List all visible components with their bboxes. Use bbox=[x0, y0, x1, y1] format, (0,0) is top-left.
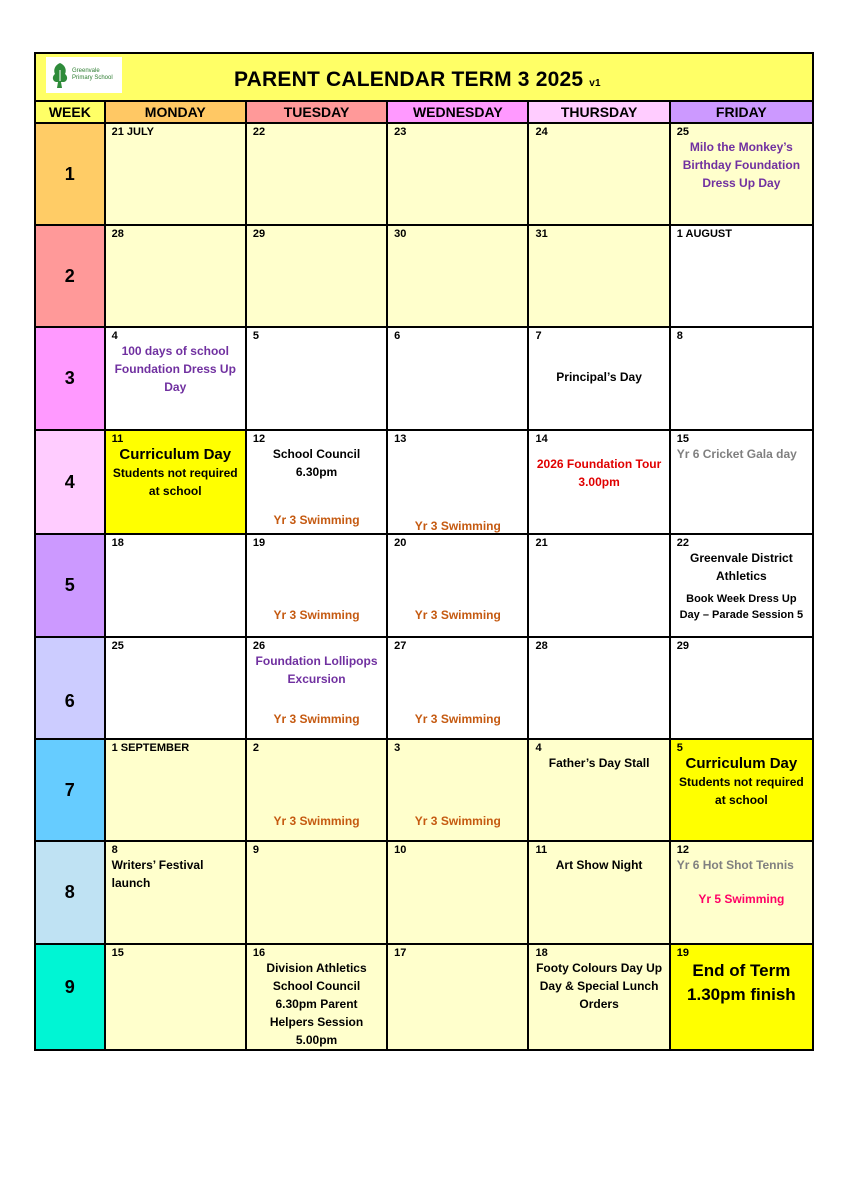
day-cell bbox=[388, 740, 529, 840]
day-cell bbox=[388, 431, 529, 533]
day-cell bbox=[529, 328, 670, 429]
date-label: 28 bbox=[535, 640, 548, 652]
date-label: 22 bbox=[252, 126, 266, 138]
event-text: Art Show Night bbox=[555, 858, 643, 872]
day-cell bbox=[671, 842, 812, 943]
day-cell bbox=[671, 638, 812, 738]
event-text: 2026 Foundation Tour 3.00pm bbox=[536, 457, 662, 489]
date-label: 18 bbox=[111, 537, 124, 549]
date-label: 31 bbox=[535, 228, 548, 240]
week-row-4 bbox=[36, 431, 812, 535]
date-label: 4 bbox=[111, 330, 118, 342]
week-row-2 bbox=[36, 226, 812, 328]
day-cell bbox=[106, 431, 247, 533]
day-cell bbox=[529, 124, 670, 224]
day-cell bbox=[247, 431, 388, 533]
day-cell bbox=[106, 535, 247, 636]
day-cell bbox=[671, 535, 812, 636]
title-row bbox=[36, 54, 812, 102]
header-friday: FRIDAY bbox=[671, 102, 812, 122]
day-cell bbox=[388, 638, 529, 738]
header-thursday: THURSDAY bbox=[529, 102, 670, 122]
date-label: 12 bbox=[252, 433, 266, 445]
date-label: 7 bbox=[535, 330, 542, 342]
day-cell bbox=[106, 842, 247, 943]
date-label: 16 bbox=[252, 947, 266, 959]
date-label: 2 bbox=[252, 742, 260, 754]
event-text: Yr 3 Swimming bbox=[414, 608, 501, 622]
date-label: 23 bbox=[394, 126, 407, 138]
event-text: Yr 3 Swimming bbox=[273, 608, 360, 622]
day-cell bbox=[529, 226, 670, 326]
week-row-1 bbox=[36, 124, 812, 226]
date-label: 20 bbox=[394, 537, 407, 549]
date-label: 5 bbox=[252, 330, 260, 342]
header-wednesday: WEDNESDAY bbox=[388, 102, 529, 122]
day-cell bbox=[671, 945, 812, 1049]
day-cell bbox=[671, 740, 812, 840]
header-tuesday: TUESDAY bbox=[247, 102, 388, 122]
event-text: 100 days of school Foundation Dress Up Day bbox=[114, 344, 236, 394]
day-cell bbox=[671, 226, 812, 326]
event-title: Curriculum Day bbox=[685, 755, 798, 772]
week-row-6 bbox=[36, 638, 812, 740]
date-label: 5 bbox=[676, 742, 683, 754]
week-row-3 bbox=[36, 328, 812, 431]
event-text: Yr 3 Swimming bbox=[414, 712, 501, 726]
event-text: Yr 3 Swimming bbox=[273, 712, 360, 726]
event-title: End of Term 1.30pm finish bbox=[687, 961, 796, 1004]
event-text: Yr 3 Swimming bbox=[414, 814, 501, 828]
event-text: Yr 6 Hot Shot Tennis bbox=[676, 858, 794, 872]
event-text: Division Athletics School Council 6.30pm Parent Helpers Session 5.00pm bbox=[266, 961, 367, 1047]
logo-text: Greenvale Primary School bbox=[72, 68, 113, 81]
date-label: 25 bbox=[676, 126, 689, 138]
day-cell bbox=[247, 124, 388, 224]
event-text: Students not required at school bbox=[112, 466, 238, 498]
date-label: 13 bbox=[394, 433, 407, 445]
day-cell bbox=[106, 226, 247, 326]
date-label: 18 bbox=[535, 947, 548, 959]
day-cell bbox=[671, 124, 812, 224]
version-label: v1 bbox=[589, 78, 601, 89]
day-cell bbox=[388, 124, 529, 224]
event-title: Curriculum Day bbox=[119, 446, 232, 463]
event-text: Footy Colours Day Up Day & Special Lunch Orders bbox=[536, 961, 663, 1011]
date-label: 28 bbox=[111, 228, 124, 240]
date-label: 1 SEPTEMBER bbox=[111, 742, 190, 754]
date-label: 8 bbox=[111, 844, 118, 856]
week-row-8 bbox=[36, 842, 812, 945]
header-week: WEEK bbox=[36, 102, 106, 122]
date-label: 21 JULY bbox=[111, 126, 155, 138]
date-label: 10 bbox=[394, 844, 407, 856]
page-title: PARENT CALENDAR TERM 3 2025 v1 bbox=[234, 68, 601, 91]
header-row bbox=[36, 102, 812, 124]
week-number: 6 bbox=[36, 638, 106, 738]
week-number: 2 bbox=[36, 226, 106, 326]
event-text: Yr 5 Swimming bbox=[698, 892, 785, 906]
day-cell bbox=[388, 945, 529, 1049]
date-label: 6 bbox=[394, 330, 401, 342]
event-text: Milo the Monkey’s Birthday Foundation Dress Up Day bbox=[682, 140, 801, 190]
date-label: 11 bbox=[535, 844, 548, 856]
event-text: Yr 3 Swimming bbox=[414, 519, 501, 533]
tree-logo-icon bbox=[49, 61, 71, 89]
day-cell bbox=[529, 842, 670, 943]
day-cell bbox=[247, 638, 388, 738]
date-label: 14 bbox=[535, 433, 548, 445]
day-cell bbox=[247, 328, 388, 429]
date-label: 27 bbox=[394, 640, 407, 652]
week-number: 4 bbox=[36, 431, 106, 533]
day-cell bbox=[388, 842, 529, 943]
date-label: 4 bbox=[535, 742, 542, 754]
day-cell bbox=[106, 945, 247, 1049]
date-label: 11 bbox=[111, 433, 124, 445]
date-label: 8 bbox=[676, 330, 683, 342]
event-text: School Council 6.30pm bbox=[272, 447, 361, 479]
week-row-9 bbox=[36, 945, 812, 1051]
day-cell bbox=[388, 328, 529, 429]
date-label: 25 bbox=[111, 640, 124, 652]
date-label: 29 bbox=[252, 228, 266, 240]
date-label: 9 bbox=[252, 844, 260, 856]
day-cell bbox=[529, 740, 670, 840]
event-text: Father’s Day Stall bbox=[548, 756, 650, 770]
date-label: 30 bbox=[394, 228, 407, 240]
day-cell bbox=[529, 945, 670, 1049]
day-cell bbox=[529, 638, 670, 738]
week-number: 1 bbox=[36, 124, 106, 224]
school-logo bbox=[46, 57, 122, 93]
event-text: Writers’ Festival launch bbox=[111, 858, 204, 890]
day-cell bbox=[106, 740, 247, 840]
day-cell bbox=[247, 535, 388, 636]
header-monday: MONDAY bbox=[106, 102, 247, 122]
day-cell bbox=[671, 328, 812, 429]
date-label: 19 bbox=[252, 537, 266, 549]
week-number: 5 bbox=[36, 535, 106, 636]
event-text: Yr 6 Cricket Gala day bbox=[676, 447, 797, 461]
date-label: 19 bbox=[676, 947, 689, 959]
date-label: 29 bbox=[676, 640, 689, 652]
day-cell bbox=[106, 638, 247, 738]
day-cell bbox=[529, 535, 670, 636]
event-text: Yr 3 Swimming bbox=[273, 814, 360, 828]
week-number: 9 bbox=[36, 945, 106, 1049]
event-text: Greenvale District Athletics bbox=[690, 551, 793, 583]
week-number: 8 bbox=[36, 842, 106, 943]
day-cell bbox=[247, 740, 388, 840]
date-label: 17 bbox=[394, 947, 407, 959]
day-cell bbox=[529, 431, 670, 533]
day-cell bbox=[247, 226, 388, 326]
week-number: 7 bbox=[36, 740, 106, 840]
event-text: Students not required at school bbox=[679, 775, 804, 807]
day-cell bbox=[106, 328, 247, 429]
event-text: Book Week Dress Up Day – Parade Session 5 bbox=[679, 593, 804, 621]
date-label: 12 bbox=[676, 844, 689, 856]
date-label: 3 bbox=[394, 742, 401, 754]
week-row-7 bbox=[36, 740, 812, 842]
date-label: 15 bbox=[676, 433, 689, 445]
day-cell bbox=[671, 431, 812, 533]
day-cell bbox=[247, 842, 388, 943]
day-cell bbox=[388, 535, 529, 636]
week-row-5 bbox=[36, 535, 812, 638]
day-cell bbox=[388, 226, 529, 326]
day-cell bbox=[247, 945, 388, 1049]
date-label: 26 bbox=[252, 640, 266, 652]
week-number: 3 bbox=[36, 328, 106, 429]
event-text: Yr 3 Swimming bbox=[273, 513, 360, 527]
calendar bbox=[34, 52, 814, 1051]
date-label: 24 bbox=[535, 126, 548, 138]
event-text: Foundation Lollipops Excursion bbox=[255, 654, 378, 686]
day-cell bbox=[106, 124, 247, 224]
date-label: 21 bbox=[535, 537, 548, 549]
date-label: 15 bbox=[111, 947, 124, 959]
event-text: Principal’s Day bbox=[556, 370, 642, 384]
date-label: 1 AUGUST bbox=[676, 228, 732, 240]
date-label: 22 bbox=[676, 537, 689, 549]
